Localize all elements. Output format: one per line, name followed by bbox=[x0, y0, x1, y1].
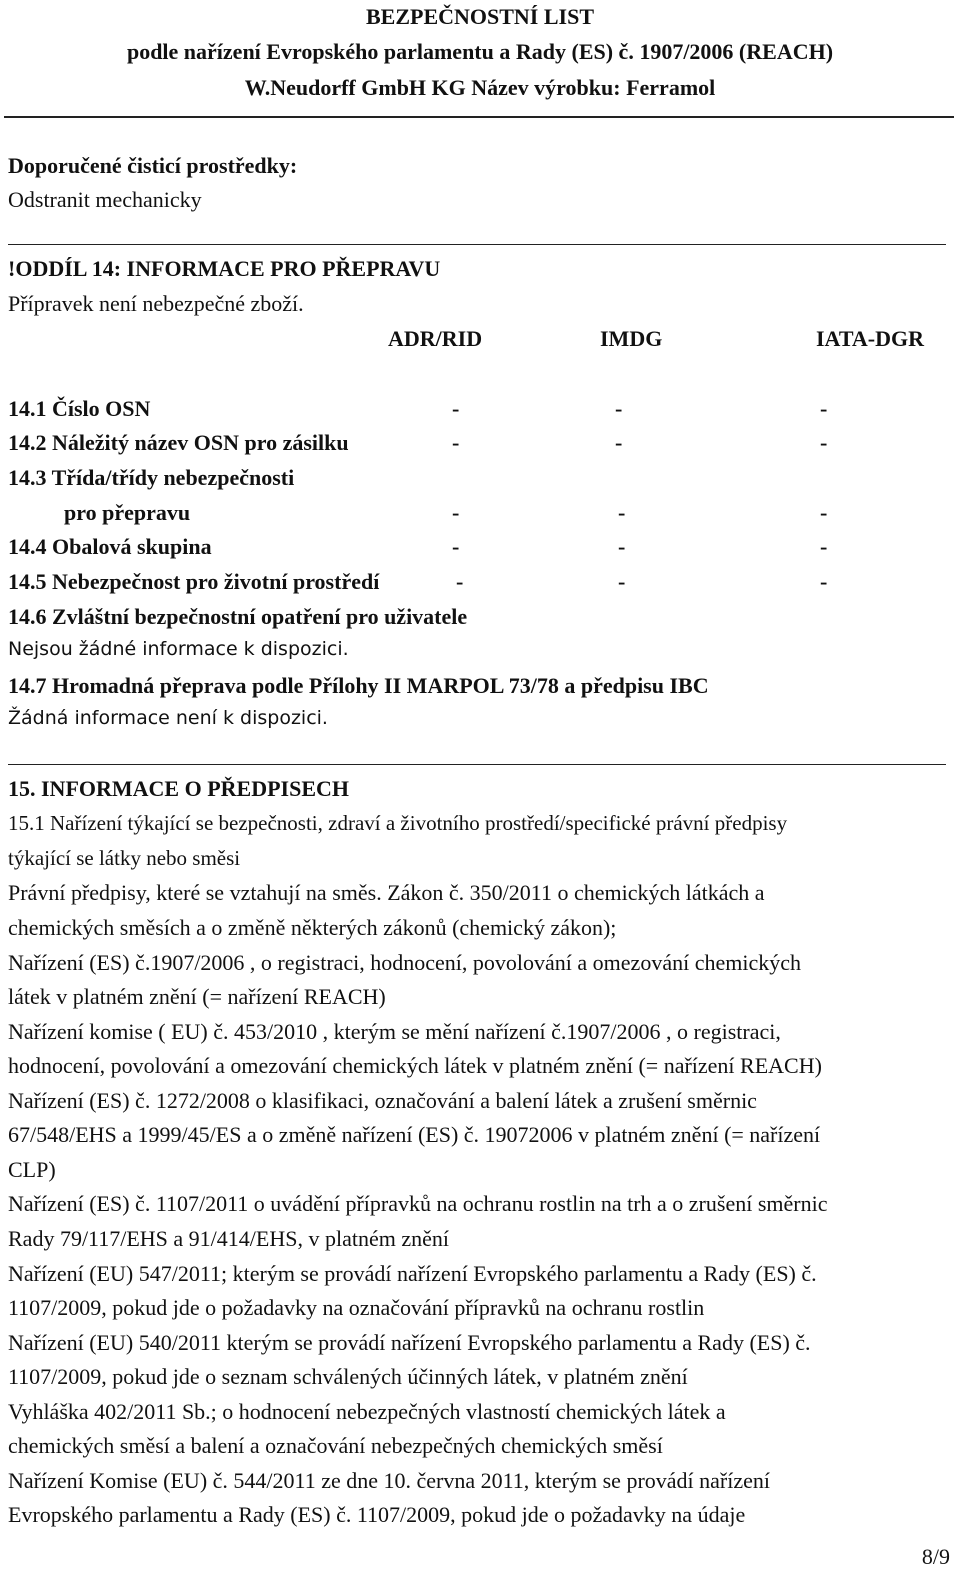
column-iata-dgr: IATA-DGR bbox=[816, 326, 924, 351]
section15-line: CLP) bbox=[8, 1157, 56, 1182]
section15-line: látek v platném znění (= nařízení REACH) bbox=[8, 984, 386, 1009]
transport-value: - bbox=[820, 430, 828, 455]
cleaning-text: Odstranit mechanicky bbox=[8, 187, 202, 212]
section15-line: 15.1 Nařízení týkající se bezpečnosti, zdraví a životního prostředí/specifické právní předpisy bbox=[8, 811, 788, 835]
transport-value: - bbox=[615, 430, 623, 455]
section15-line: týkající se látky nebo směsi bbox=[8, 846, 241, 870]
transport-value: - bbox=[618, 534, 626, 559]
transport-row-label: 14.5 Nebezpečnost pro životní prostředí bbox=[8, 569, 380, 594]
section14-note: Přípravek není nebezpečné zboží. bbox=[8, 291, 304, 316]
section15-line: chemických směsí a balení a označování nebezpečných chemických směsí bbox=[8, 1433, 663, 1458]
section15-line: 1107/2009, pokud jde o požadavky na označování přípravků na ochranu rostlin bbox=[8, 1295, 705, 1320]
transport-row-label: pro přepravu bbox=[64, 500, 191, 525]
transport-value: - bbox=[456, 569, 464, 594]
section15-line: Vyhláška 402/2011 Sb.; o hodnocení nebezpečných vlastností chemických látek a bbox=[8, 1399, 726, 1424]
header-rule bbox=[4, 116, 954, 118]
transport-value: - bbox=[618, 569, 626, 594]
section14-7-text: Žádná informace není k dispozici. bbox=[8, 707, 328, 729]
section-separator bbox=[8, 244, 946, 245]
section15-line: hodnocení, povolování a omezování chemických látek v platném znění (= nařízení REACH) bbox=[8, 1053, 822, 1078]
section15-line: Nařízení (EU) 540/2011 kterým se provádí nařízení Evropského parlamentu a Rady (ES) č. bbox=[8, 1330, 811, 1355]
section15-line: Nařízení komise ( EU) č. 453/2010 , kterým se mění nařízení č.1907/2006 , o registraci, bbox=[8, 1019, 781, 1044]
section14-6-text: Nejsou žádné informace k dispozici. bbox=[8, 638, 349, 660]
transport-value: - bbox=[452, 430, 460, 455]
transport-value: - bbox=[820, 569, 828, 594]
transport-value: - bbox=[452, 534, 460, 559]
section-separator bbox=[8, 764, 946, 765]
section15-heading: 15. INFORMACE O PŘEDPISECH bbox=[8, 776, 350, 801]
section15-line: Nařízení (ES) č. 1107/2011 o uvádění přípravků na ochranu rostlin na trh a o zrušení směrnic bbox=[8, 1191, 828, 1216]
section15-line: Nařízení Komise (EU) č. 544/2011 ze dne 10. června 2011, kterým se provádí nařízení bbox=[8, 1468, 770, 1493]
section14-7-heading: 14.7 Hromadná přeprava podle Přílohy II MARPOL 73/78 a předpisu IBC bbox=[8, 673, 709, 698]
section15-line: Evropského parlamentu a Rady (ES) č. 1107/2009, pokud jde o požadavky na údaje bbox=[8, 1502, 746, 1527]
product-line: W.Neudorff GmbH KG Název výrobku: Ferramol bbox=[244, 75, 716, 100]
transport-row-label: 14.3 Třída/třídy nebezpečnosti bbox=[8, 465, 295, 490]
section15-line: 1107/2009, pokud jde o seznam schválených účinných látek, v platném znění bbox=[8, 1364, 688, 1389]
section14-6-heading: 14.6 Zvláštní bezpečnostní opatření pro uživatele bbox=[8, 604, 468, 629]
section15-line: Nařízení (EU) 547/2011; kterým se provádí nařízení Evropského parlamentu a Rady (ES) č. bbox=[8, 1261, 817, 1286]
document-subtitle: podle nařízení Evropského parlamentu a Rady (ES) č. 1907/2006 (REACH) bbox=[126, 39, 834, 64]
transport-value: - bbox=[820, 534, 828, 559]
transport-row-label: 14.1 Číslo OSN bbox=[8, 396, 151, 421]
transport-value: - bbox=[618, 500, 626, 525]
transport-value: - bbox=[452, 500, 460, 525]
column-imdg: IMDG bbox=[600, 326, 663, 351]
transport-value: - bbox=[820, 500, 828, 525]
section15-line: Právní předpisy, které se vztahují na směs. Zákon č. 350/2011 o chemických látkách a bbox=[8, 880, 765, 905]
transport-value: - bbox=[615, 396, 623, 421]
transport-value: - bbox=[820, 396, 828, 421]
page-number: 8/9 bbox=[921, 1544, 950, 1569]
section15-line: 67/548/EHS a 1999/45/ES a o změně nařízení (ES) č. 19072006 v platném znění (= nařízení bbox=[8, 1122, 821, 1147]
transport-row-label: 14.2 Náležitý název OSN pro zásilku bbox=[8, 430, 349, 455]
transport-row-label: 14.4 Obalová skupina bbox=[8, 534, 212, 559]
section15-line: Nařízení (ES) č.1907/2006 , o registraci, hodnocení, povolování a omezování chemických bbox=[8, 950, 801, 975]
document-header bbox=[0, 0, 960, 106]
section15-line: Nařízení (ES) č. 1272/2008 o klasifikaci, označování a balení látek a zrušení směrnic bbox=[8, 1088, 757, 1113]
section15-line: chemických směsích a o změně některých zákonů (chemický zákon); bbox=[8, 915, 617, 940]
transport-value: - bbox=[452, 396, 460, 421]
column-adr-rid: ADR/RID bbox=[388, 326, 483, 351]
cleaning-heading: Doporučené čisticí prostředky: bbox=[8, 153, 298, 178]
document-title: BEZPEČNOSTNÍ LIST bbox=[365, 4, 595, 29]
section15-line: Rady 79/117/EHS a 91/414/EHS, v platném znění bbox=[8, 1226, 449, 1251]
section14-heading: !ODDÍL 14: INFORMACE PRO PŘEPRAVU bbox=[8, 256, 441, 281]
